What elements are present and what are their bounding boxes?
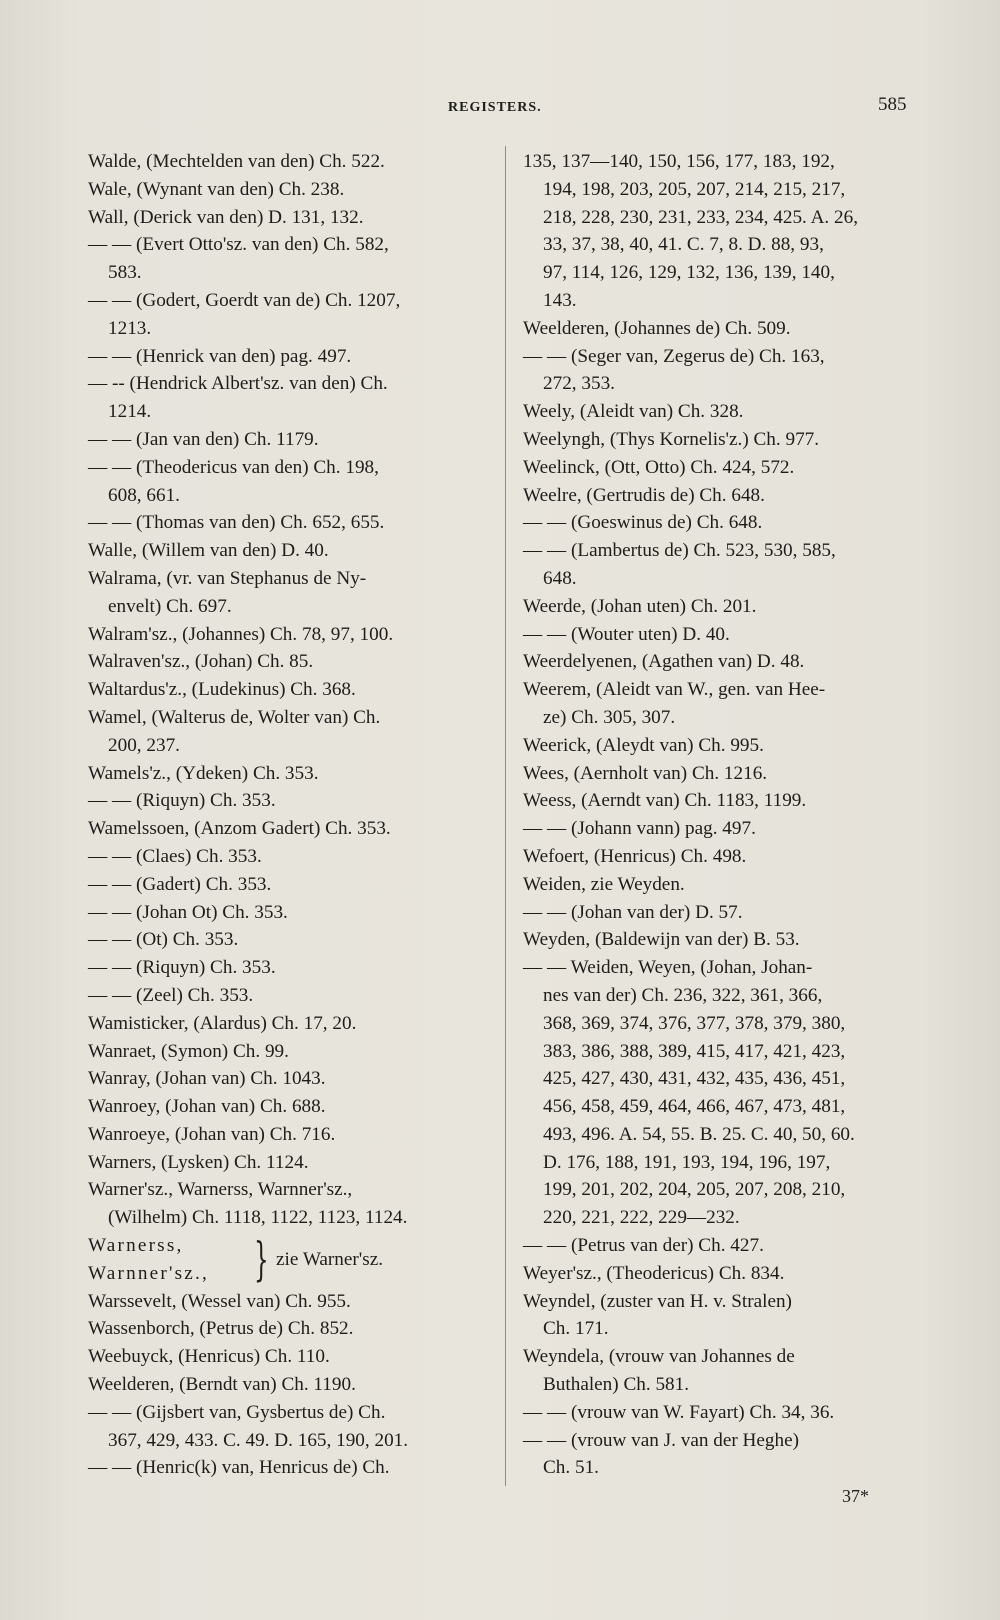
brace-name-2: Warnner'sz.,: [88, 1262, 210, 1284]
entry-line: — — (Johan van der) D. 57.: [523, 901, 743, 923]
entry-continuation: Ch. 171.: [543, 1318, 609, 1340]
entry-line: Walde, (Mechtelden van den) Ch. 522.: [88, 151, 385, 172]
entry-line: — — (Evert Otto'sz. van den) Ch. 582,: [88, 234, 389, 256]
entry-line: — — (Gadert) Ch. 353.: [88, 873, 272, 895]
entry-continuation: 425, 427, 430, 431, 432, 435, 436, 451,: [543, 1068, 846, 1090]
entry-continuation: 368, 369, 374, 376, 377, 378, 379, 380,: [543, 1012, 846, 1034]
entry-line: Weerde, (Johan uten) Ch. 201.: [523, 595, 757, 617]
index-entry: [523, 621, 925, 649]
index-entry: [523, 398, 925, 426]
cross-reference-brace: [88, 1232, 490, 1288]
index-entry: [523, 648, 925, 676]
signature-mark: 37*: [842, 1486, 869, 1506]
entry-line: — — (vrouw van W. Fayart) Ch. 34, 36.: [523, 1401, 835, 1423]
index-entry: [523, 1399, 925, 1427]
page-number: 585: [878, 94, 907, 115]
index-entry: [88, 1315, 490, 1343]
index-entry: [88, 648, 490, 676]
index-entry: [88, 954, 490, 982]
entry-line: Weerdelyenen, (Agathen van) D. 48.: [523, 651, 805, 673]
entry-continuation: 367, 429, 433. C. 49. D. 165, 190, 201.: [108, 1429, 409, 1451]
index-entry: [88, 676, 490, 704]
entry-line: Weelre, (Gertrudis de) Ch. 648.: [523, 484, 765, 506]
entry-line: — — (Johan Ot) Ch. 353.: [88, 901, 288, 923]
entry-continuation: 456, 458, 459, 464, 466, 467, 473, 481,: [543, 1096, 846, 1118]
index-entry: [523, 1232, 925, 1260]
entry-line: — — (Riquyn) Ch. 353.: [88, 790, 276, 812]
index-entry: [88, 1371, 490, 1399]
index-entry: [88, 1176, 490, 1232]
entry-line: Weerick, (Aleydt van) Ch. 995.: [523, 734, 764, 756]
entry-line: Walrama, (vr. van Stephanus de Ny-: [88, 567, 367, 589]
index-entry: [88, 899, 490, 927]
brace-reference: zie Warner'sz.: [276, 1249, 384, 1271]
entry-line: — — (Godert, Goerdt van de) Ch. 1207,: [88, 289, 401, 311]
entry-line: Walraven'sz., (Johan) Ch. 85.: [88, 651, 314, 673]
index-entry: [523, 315, 925, 343]
index-entry: [88, 1010, 490, 1038]
index-entry: [523, 426, 925, 454]
entry-continuation: 1214.: [108, 401, 152, 423]
entry-line: Wanroeye, (Johan van) Ch. 716.: [88, 1123, 336, 1145]
index-entry: [523, 593, 925, 621]
brace-name-1: Warnerss,: [88, 1235, 184, 1257]
index-entry: [88, 454, 490, 510]
index-entry: [88, 815, 490, 843]
entry-line: Walram'sz., (Johannes) Ch. 78, 97, 100.: [88, 623, 394, 645]
entry-continuation: envelt) Ch. 697.: [108, 595, 232, 617]
entry-continuation: 218, 228, 230, 231, 233, 234, 425. A. 26,: [543, 206, 859, 228]
index-entry: [88, 1065, 490, 1093]
entry-line: Weyndel, (zuster van H. v. Stralen): [523, 1290, 792, 1312]
entry-line: — — (Petrus van der) Ch. 427.: [523, 1235, 764, 1257]
index-entry: [523, 760, 925, 788]
index-entry: [88, 1454, 490, 1482]
index-entry: [523, 482, 925, 510]
entry-line: Weyden, (Baldewijn van der) B. 53.: [523, 929, 800, 951]
index-entry: [88, 509, 490, 537]
entry-line: — — (Gijsbert van, Gysbertus de) Ch.: [88, 1401, 386, 1423]
index-entry: [88, 537, 490, 565]
index-entry: [523, 843, 925, 871]
entry-line: Wassenborch, (Petrus de) Ch. 852.: [88, 1318, 354, 1340]
index-entry: [88, 231, 490, 287]
entry-continuation: Ch. 51.: [543, 1457, 599, 1479]
entry-line: — — (Henrick van den) pag. 497.: [88, 345, 352, 367]
entry-line: — — (Ot) Ch. 353.: [88, 929, 239, 951]
index-entry: [88, 565, 490, 621]
entry-continuation: ze) Ch. 305, 307.: [543, 706, 676, 728]
entry-line: — — (Goeswinus de) Ch. 648.: [523, 512, 763, 534]
right-column: [523, 148, 925, 1482]
entry-continuation: 648.: [543, 567, 577, 589]
entry-line: Weelyngh, (Thys Kornelis'z.) Ch. 977.: [523, 428, 820, 450]
index-entry: [88, 982, 490, 1010]
entry-line: Walle, (Willem van den) D. 40.: [88, 540, 329, 562]
entry-line: Wees, (Aernholt van) Ch. 1216.: [523, 762, 768, 784]
entry-continuation: 1213.: [108, 317, 152, 339]
entry-line: Weess, (Aerndt van) Ch. 1183, 1199.: [523, 790, 807, 812]
entry-line: Wefoert, (Henricus) Ch. 498.: [523, 845, 747, 867]
index-entry: [88, 1038, 490, 1066]
entry-line: Wamelssoen, (Anzom Gadert) Ch. 353.: [88, 818, 391, 840]
index-entry: [88, 621, 490, 649]
running-head: REGISTERS.: [448, 100, 542, 115]
index-entry: [88, 1121, 490, 1149]
entry-continuation: 272, 353.: [543, 373, 615, 395]
entry-line: Weely, (Aleidt van) Ch. 328.: [523, 401, 744, 423]
entry-line: Wamel, (Walterus de, Wolter van) Ch.: [88, 706, 381, 728]
entry-continuation: 200, 237.: [108, 734, 180, 756]
index-entry: [88, 204, 490, 232]
index-entry: [88, 926, 490, 954]
index-entry: [523, 787, 925, 815]
entry-continuation: 220, 221, 222, 229—232.: [543, 1207, 740, 1229]
entry-line: — — Weiden, Weyen, (Johan, Johan-: [523, 957, 813, 979]
index-entry: [523, 926, 925, 954]
entry-continuation: 383, 386, 388, 389, 415, 417, 421, 423,: [543, 1040, 846, 1062]
index-entry: [88, 426, 490, 454]
index-entry: [88, 760, 490, 788]
entry-line: Weelderen, (Johannes de) Ch. 509.: [523, 317, 791, 339]
entry-line: 135, 137—140, 150, 156, 177, 183, 192,: [523, 151, 835, 172]
entry-line: Waltardus'z., (Ludekinus) Ch. 368.: [88, 679, 356, 701]
entry-continuation: 583.: [108, 262, 142, 284]
entry-line: — -- (Hendrick Albert'sz. van den) Ch.: [88, 373, 388, 395]
column-divider: [505, 146, 506, 1486]
index-entry: [523, 954, 925, 1232]
entry-line: — — (Lambertus de) Ch. 523, 530, 585,: [523, 540, 836, 562]
index-entry: [523, 509, 925, 537]
right-entries: [523, 148, 925, 1482]
brace-symbol: }: [254, 1232, 269, 1287]
index-entry: [88, 1288, 490, 1316]
left-column: [88, 148, 490, 1482]
entry-continuation: 143.: [543, 289, 577, 311]
index-entry: [523, 732, 925, 760]
index-entry: [523, 676, 925, 732]
entry-line: — — (Seger van, Zegerus de) Ch. 163,: [523, 345, 825, 367]
entry-continuation: D. 176, 188, 191, 193, 194, 196, 197,: [543, 1151, 831, 1173]
left-tail-entries: [88, 1288, 490, 1483]
entry-line: — — (Zeel) Ch. 353.: [88, 984, 254, 1006]
entry-continuation: (Wilhelm) Ch. 1118, 1122, 1123, 1124.: [108, 1207, 408, 1229]
index-entry: [88, 871, 490, 899]
entry-line: Wanraet, (Symon) Ch. 99.: [88, 1040, 289, 1062]
entry-line: — — (Johann vann) pag. 497.: [523, 818, 756, 840]
index-entry: [88, 1343, 490, 1371]
entry-line: — — (Wouter uten) D. 40.: [523, 623, 730, 645]
entry-line: Weelderen, (Berndt van) Ch. 1190.: [88, 1374, 356, 1396]
entry-line: Wanray, (Johan van) Ch. 1043.: [88, 1068, 326, 1090]
entry-line: Wamels'z., (Ydeken) Ch. 353.: [88, 762, 319, 784]
entry-line: — — (vrouw van J. van der Heghe): [523, 1429, 800, 1451]
index-entry: [523, 454, 925, 482]
entry-continuation: 199, 201, 202, 204, 205, 207, 208, 210,: [543, 1179, 846, 1201]
entry-continuation: 97, 114, 126, 129, 132, 136, 139, 140,: [543, 262, 835, 284]
entry-continuation: 493, 496. A. 54, 55. B. 25. C. 40, 50, 60.: [543, 1123, 855, 1145]
index-entry: [523, 537, 925, 593]
entry-line: Weyer'sz., (Theodericus) Ch. 834.: [523, 1262, 785, 1284]
entry-line: Weelinck, (Ott, Otto) Ch. 424, 572.: [523, 456, 795, 478]
entry-continuation: nes van der) Ch. 236, 322, 361, 366,: [543, 984, 823, 1006]
index-entry: [523, 815, 925, 843]
left-entries: [88, 148, 490, 1232]
index-entry: [88, 343, 490, 371]
entry-line: Warssevelt, (Wessel van) Ch. 955.: [88, 1290, 351, 1312]
index-entry: [88, 370, 490, 426]
entry-continuation: 194, 198, 203, 205, 207, 214, 215, 217,: [543, 178, 846, 200]
entry-line: Weerem, (Aleidt van W., gen. van Hee-: [523, 679, 826, 701]
index-entry: [88, 843, 490, 871]
index-entry: [88, 787, 490, 815]
entry-line: — — (Henric(k) van, Henricus de) Ch.: [88, 1457, 390, 1479]
entry-line: Weyndela, (vrouw van Johannes de: [523, 1346, 795, 1368]
entry-line: Weebuyck, (Henricus) Ch. 110.: [88, 1346, 330, 1368]
index-entry: [523, 1427, 925, 1483]
index-entry: [88, 148, 490, 176]
entry-continuation: 33, 37, 38, 40, 41. C. 7, 8. D. 88, 93,: [543, 234, 824, 256]
index-entry: [88, 1149, 490, 1177]
index-entry: [523, 1260, 925, 1288]
entry-line: — — (Jan van den) Ch. 1179.: [88, 428, 319, 450]
index-entry: [88, 1093, 490, 1121]
index-entry: [523, 871, 925, 899]
index-entry: [88, 704, 490, 760]
index-entry: [88, 287, 490, 343]
entry-line: Warner'sz., Warnerss, Warnner'sz.,: [88, 1179, 353, 1201]
entry-line: — — (Claes) Ch. 353.: [88, 845, 262, 867]
index-entry: [523, 343, 925, 399]
entry-continuation: 608, 661.: [108, 484, 180, 506]
entry-line: Wamisticker, (Alardus) Ch. 17, 20.: [88, 1012, 357, 1034]
entry-line: — — (Theodericus van den) Ch. 198,: [88, 456, 379, 478]
index-entry: [523, 148, 925, 315]
entry-continuation: Buthalen) Ch. 581.: [543, 1374, 690, 1396]
entry-line: Wanroey, (Johan van) Ch. 688.: [88, 1096, 326, 1118]
entry-line: — — (Thomas van den) Ch. 652, 655.: [88, 512, 385, 534]
index-entry: [523, 1288, 925, 1344]
index-entry: [88, 1399, 490, 1455]
index-entry: [523, 1343, 925, 1399]
entry-line: Wall, (Derick van den) D. 131, 132.: [88, 206, 364, 228]
index-entry: [88, 176, 490, 204]
entry-line: Weiden, zie Weyden.: [523, 873, 685, 895]
entry-line: — — (Riquyn) Ch. 353.: [88, 957, 276, 979]
entry-line: Wale, (Wynant van den) Ch. 238.: [88, 178, 345, 200]
index-entry: [523, 899, 925, 927]
entry-line: Warners, (Lysken) Ch. 1124.: [88, 1151, 309, 1173]
